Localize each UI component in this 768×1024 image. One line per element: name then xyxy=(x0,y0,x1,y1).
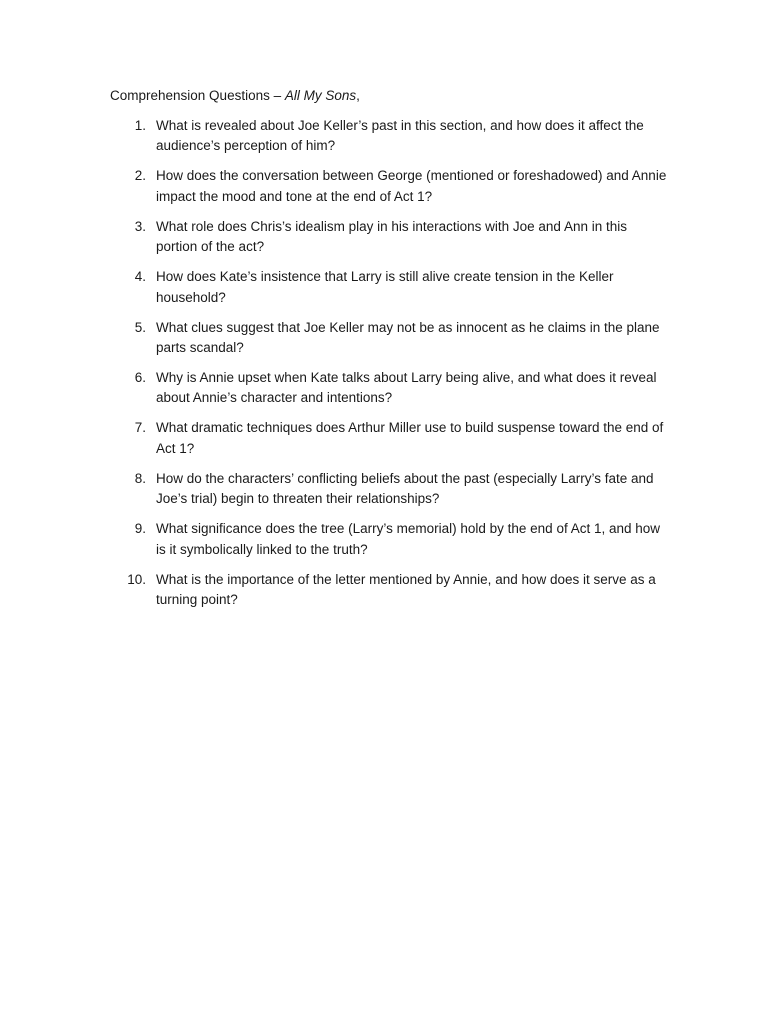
list-item xyxy=(110,368,670,409)
question-text: What role does Chris’s idealism play in his interactions with Joe and Ann in this portion of the act? xyxy=(156,218,627,255)
question-text: Why is Annie upset when Kate talks about Larry being alive, and what does it reveal about Annie’s character and intentions? xyxy=(156,370,657,406)
list-item xyxy=(110,318,670,359)
question-text: How does the conversation between George (mentioned or foreshadowed) and Annie impact the mood and tone at the end of Act 1? xyxy=(156,168,667,204)
list-item xyxy=(110,519,670,560)
play-title: All My Sons xyxy=(284,88,357,103)
question-text: How does Kate’s insistence that Larry is still alive create tension in the Keller household? xyxy=(156,269,614,305)
question-number: 3. xyxy=(134,218,146,234)
list-item xyxy=(110,166,670,207)
question-number: 7. xyxy=(134,420,146,436)
question-text: How do the characters’ conflicting beliefs about the past (especially Larry’s fate and Joe’s trial) begin to threaten their relationships? xyxy=(156,470,654,507)
list-item xyxy=(110,418,670,459)
question-number: 4. xyxy=(134,269,146,285)
question-number: 9. xyxy=(134,521,146,537)
question-list xyxy=(110,116,670,620)
title-prefix: Comprehension Questions – xyxy=(110,88,285,103)
question-text: What dramatic techniques does Arthur Miller use to build suspense toward the end of Act 1? xyxy=(156,420,664,456)
list-item xyxy=(110,570,670,611)
list-item xyxy=(110,267,670,308)
question-number: 6. xyxy=(134,370,146,386)
question-number: 8. xyxy=(134,470,146,486)
question-text: What clues suggest that Joe Keller may not be as innocent as he claims in the plane parts scandal? xyxy=(156,319,660,356)
question-text: What is revealed about Joe Keller’s past in this section, and how does it affect the audience’s perception of him? xyxy=(156,118,644,154)
question-number: 5. xyxy=(134,319,146,335)
question-number: 1. xyxy=(134,118,146,133)
question-text: What is the importance of the letter mentioned by Annie, and how does it serve as a turning point? xyxy=(156,571,656,608)
list-item xyxy=(110,116,670,157)
title-suffix: , xyxy=(356,88,360,103)
list-item xyxy=(110,217,670,258)
question-number: 10. xyxy=(127,571,146,587)
list-item xyxy=(110,469,670,510)
question-text: What significance does the tree (Larry’s memorial) hold by the end of Act 1, and how is it symbolically linked to the truth? xyxy=(156,521,661,557)
page-title xyxy=(110,86,360,106)
question-number: 2. xyxy=(134,168,146,184)
